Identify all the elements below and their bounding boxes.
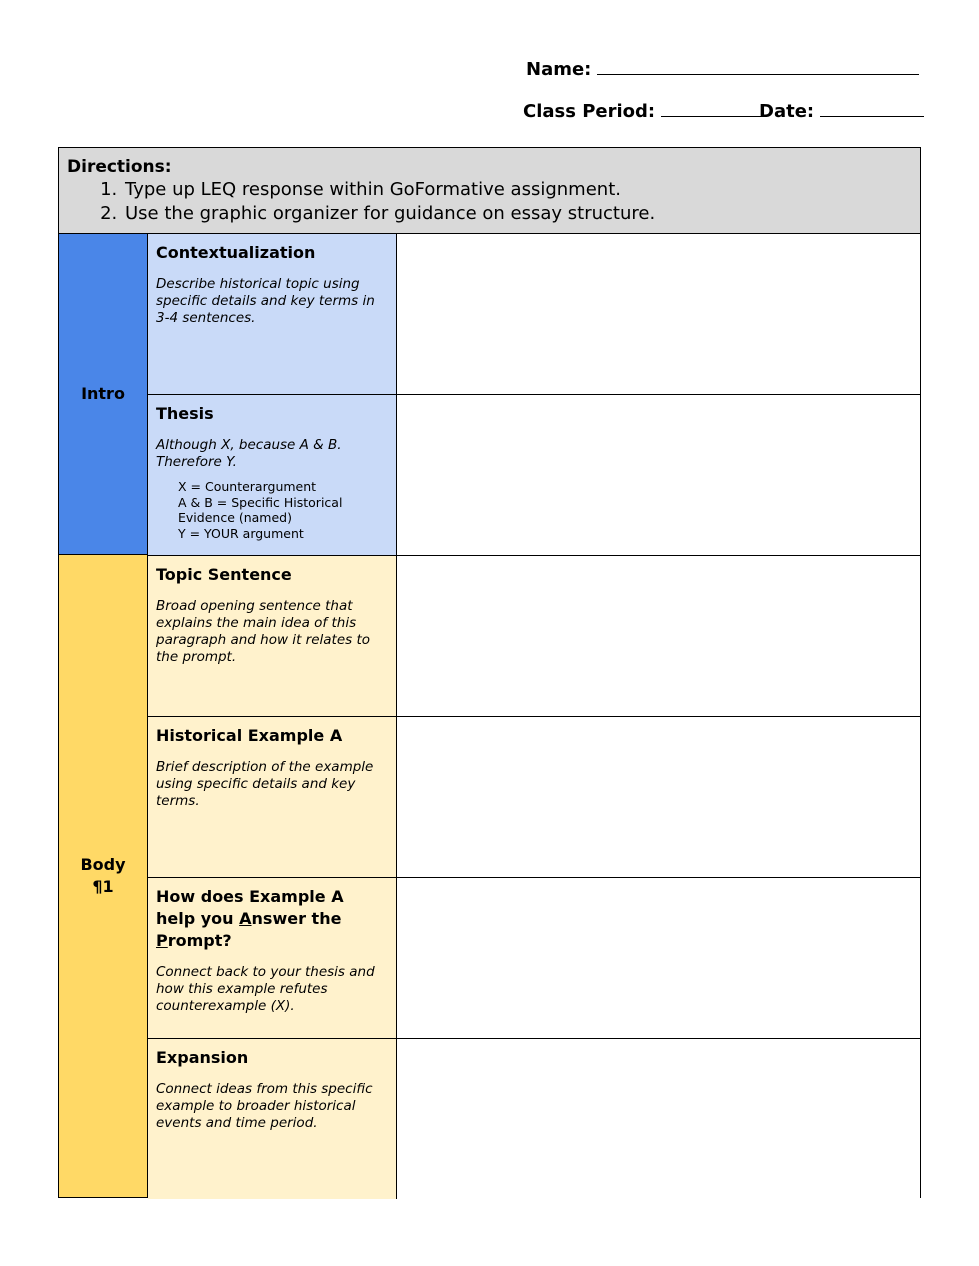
- thesis-answer[interactable]: [397, 395, 920, 556]
- how-does-example-description: Connect back to your thesis and how this example refutes counterexample (X).: [156, 964, 375, 1014]
- graphic-organizer: [58, 147, 921, 1198]
- how-does-example-title: [156, 886, 388, 952]
- historical-example-prompt: [148, 717, 397, 878]
- directions-step: 2. Use the graphic organizer for guidance on essay structure.: [123, 202, 912, 226]
- body-label-text: [80, 854, 125, 898]
- how-does-title-part: How does Example A help you: [156, 887, 344, 928]
- name-label: Name:: [526, 59, 592, 80]
- historical-example-description: Brief description of the example using specific details and key terms.: [156, 759, 374, 809]
- thesis-key-item: Y = YOUR argument: [178, 525, 304, 541]
- how-does-example-answer[interactable]: [397, 878, 920, 1039]
- name-field[interactable]: [526, 58, 919, 80]
- body-section-label: [59, 555, 148, 1197]
- topic-sentence-description: Broad opening sentence that explains the main idea of this paragraph and how it relates to the prompt.: [156, 598, 371, 665]
- topic-sentence-title: Topic Sentence: [156, 565, 292, 584]
- class-period-field[interactable]: [523, 100, 765, 122]
- directions-list: [67, 178, 912, 226]
- contextualization-prompt: [148, 234, 397, 395]
- how-does-title-letter-p: P: [156, 931, 168, 950]
- thesis-description: Although X, because A & B. Therefore Y.: [156, 437, 342, 470]
- body-label-line2: ¶1: [92, 877, 114, 896]
- body-label-line1: Body: [80, 855, 126, 874]
- directions-step: 1. Type up LEQ response within GoFormative assignment.: [123, 178, 912, 202]
- expansion-answer[interactable]: [397, 1039, 920, 1199]
- how-does-title-part: rompt?: [167, 931, 232, 950]
- topic-sentence-prompt: [148, 556, 397, 717]
- how-does-example-prompt: [148, 878, 397, 1039]
- date-label: Date:: [759, 101, 815, 122]
- thesis-key-item: A & B = Specific Historical Evidence (named): [178, 494, 343, 525]
- directions-title: Directions:: [67, 157, 172, 177]
- directions-box: [59, 148, 920, 234]
- thesis-key: [178, 479, 388, 541]
- expansion-title: Expansion: [156, 1048, 249, 1067]
- date-field[interactable]: [759, 100, 924, 122]
- intro-section-label: [59, 234, 148, 555]
- how-does-title-part: nswer the: [251, 909, 342, 928]
- thesis-title: Thesis: [156, 404, 214, 423]
- historical-example-answer[interactable]: [397, 717, 920, 878]
- class-period-input-line[interactable]: [661, 100, 765, 117]
- contextualization-description: Describe historical topic using specific details and key terms in 3-4 sentences.: [156, 276, 375, 326]
- expansion-description: Connect ideas from this specific example to broader historical events and time period.: [156, 1081, 373, 1131]
- topic-sentence-answer[interactable]: [397, 556, 920, 717]
- expansion-prompt: [148, 1039, 397, 1199]
- name-input-line[interactable]: [597, 58, 919, 75]
- class-period-label: Class Period:: [523, 101, 656, 122]
- historical-example-title: Historical Example A: [156, 726, 343, 745]
- thesis-key-item: X = Counterargument: [178, 479, 317, 494]
- how-does-title-letter-a: A: [239, 909, 252, 928]
- intro-label-text: Intro: [81, 384, 125, 403]
- contextualization-title: Contextualization: [156, 243, 316, 262]
- thesis-prompt: [148, 395, 397, 556]
- date-input-line[interactable]: [820, 100, 924, 117]
- contextualization-answer[interactable]: [397, 234, 920, 395]
